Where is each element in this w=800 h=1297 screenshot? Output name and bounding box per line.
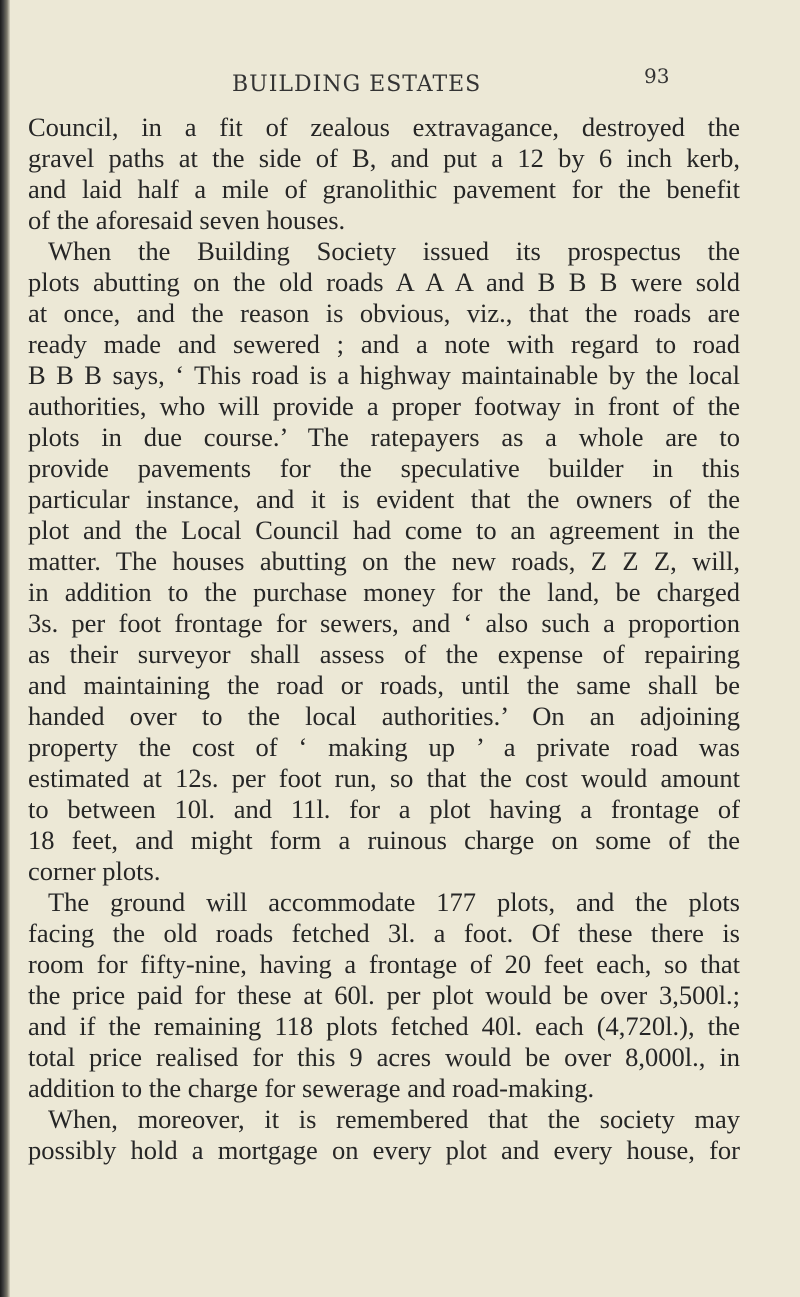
text-line: facing the old roads fetched 3l. a foot. Of these there is	[28, 918, 740, 948]
text-line: and if the remaining 118 plots fetched 40l. each (4,720l.), the	[28, 1011, 740, 1041]
text-line: handed over to the local authorities.’ On an adjoining	[28, 701, 740, 731]
text-line: room for fifty-nine, having a frontage of 20 feet each, so that	[28, 949, 740, 979]
text-line: 18 feet, and might form a ruinous charge on some of the	[28, 825, 740, 855]
text-line: The ground will accommodate 177 plots, and the plots	[48, 887, 740, 917]
text-line: When, moreover, it is remembered that the society may	[48, 1104, 740, 1134]
page-number: 93	[644, 64, 670, 88]
text-line: authorities, who will provide a proper footway in front of the	[28, 391, 740, 421]
text-line: and laid half a mile of granolithic pavement for the benefit	[28, 174, 740, 204]
text-line: possibly hold a mortgage on every plot and every house, for	[28, 1135, 740, 1165]
text-line: to between 10l. and 11l. for a plot having a frontage of	[28, 794, 740, 824]
text-line: plots in due course.’ The ratepayers as a whole are to	[28, 422, 740, 452]
text-line: Council, in a fit of zealous extravagance, destroyed the	[28, 112, 740, 142]
text-line: of the aforesaid seven houses.	[28, 205, 346, 235]
text-line: ready made and sewered ; and a note with regard to road	[28, 329, 740, 359]
text-line: gravel paths at the side of B, and put a 12 by 6 inch kerb,	[28, 143, 740, 173]
text-line: and maintaining the road or roads, until the same shall be	[28, 670, 740, 700]
running-title: BUILDING ESTATES	[232, 72, 482, 97]
text-line: plots abutting on the old roads A A A and B B B were sold	[28, 267, 740, 297]
text-line: When the Building Society issued its prospectus the	[48, 236, 740, 266]
text-line: in addition to the purchase money for the land, be charged	[28, 577, 740, 607]
text-line: provide pavements for the speculative builder in this	[28, 453, 740, 483]
text-line: at once, and the reason is obvious, viz., that the roads are	[28, 298, 740, 328]
text-line: plot and the Local Council had come to an agreement in the	[28, 515, 740, 545]
text-line: particular instance, and it is evident that the owners of the	[28, 484, 740, 514]
text-line: addition to the charge for sewerage and road-making.	[28, 1073, 595, 1103]
text-line: estimated at 12s. per foot run, so that the cost would amount	[28, 763, 740, 793]
text-line: corner plots.	[28, 856, 161, 886]
text-line: matter. The houses abutting on the new roads, Z Z Z, will,	[28, 546, 740, 576]
text-line: as their surveyor shall assess of the expense of repairing	[28, 639, 740, 669]
text-line: 3s. per foot frontage for sewers, and ‘ also such a proportion	[28, 608, 740, 638]
text-line: the price paid for these at 60l. per plot would be over 3,500l.;	[28, 980, 740, 1010]
text-line: property the cost of ‘ making up ’ a private road was	[28, 732, 740, 762]
text-line: B B B says, ‘ This road is a highway maintainable by the local	[28, 360, 740, 390]
text-line: total price realised for this 9 acres would be over 8,000l., in	[28, 1042, 740, 1072]
